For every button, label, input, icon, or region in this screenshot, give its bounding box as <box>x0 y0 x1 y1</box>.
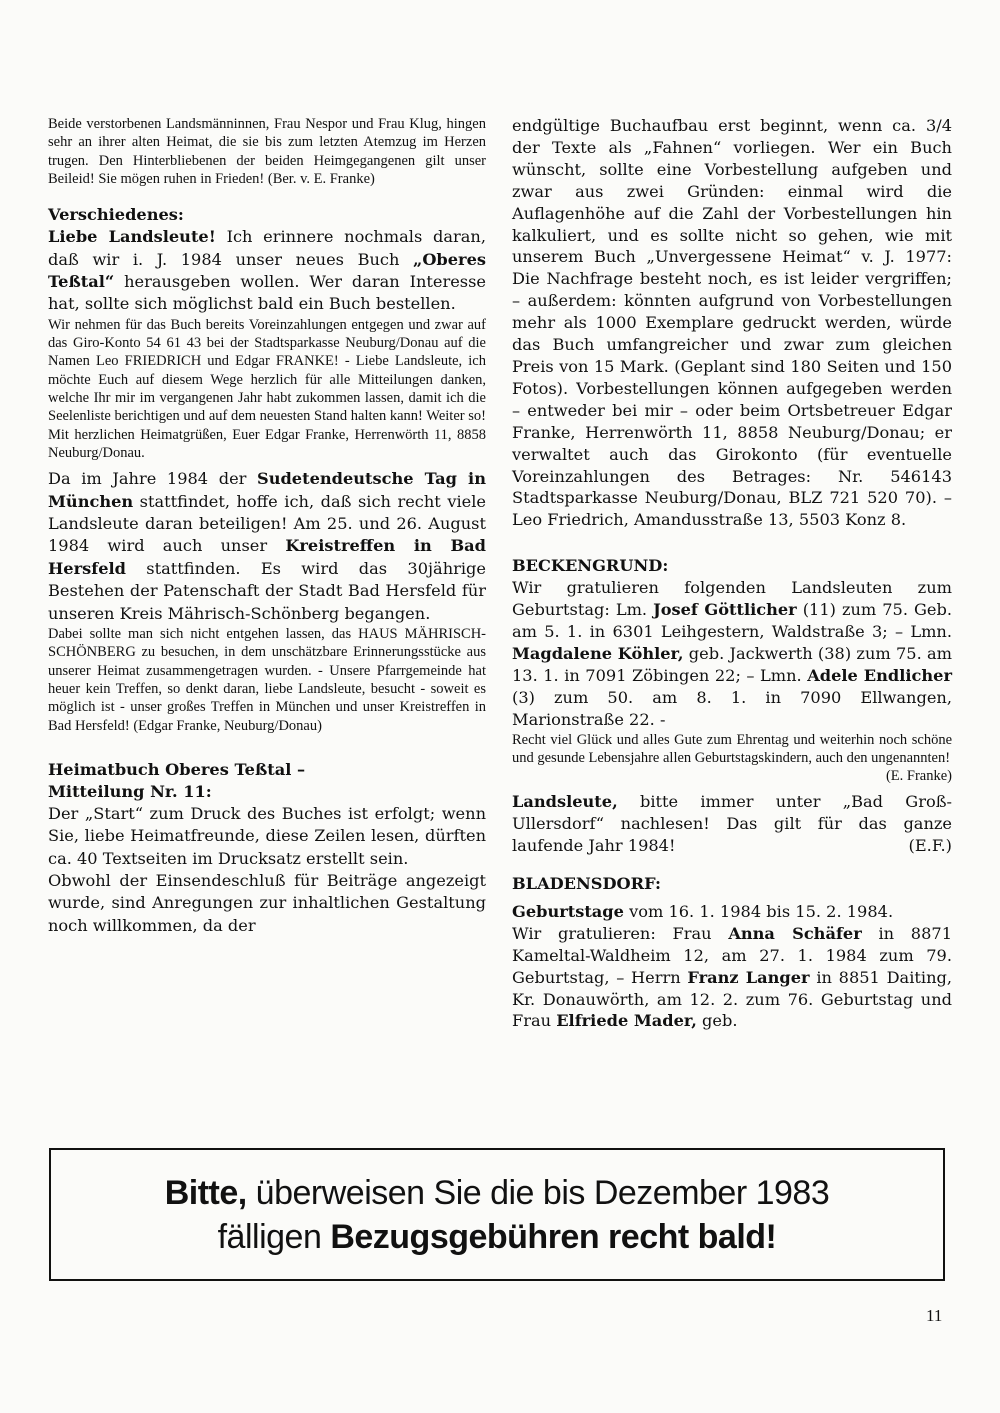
text-span: (11) zum 75. Geb. am 5. 1. in 6301 Leihgestern, Waldstraße 3; – Lmn. <box>512 600 952 642</box>
banner-bold: Bezugsgebühren recht bald! <box>330 1217 777 1256</box>
payment-paragraph: Wir nehmen für das Buch bereits Voreinzahlungen entgegen und zwar auf das Giro-Konto 54 61 43 bei der Stadtsparkasse Neuburg/Donau auf die Namen Leo FRIEDRICH und Edgar FRANKE! - Liebe Landsleute, ich möchte Euch auf diesem Wege herzlich für alle Mitteilungen danken, welche Ihr mir im vergangenen Jahr habt zukommen lassen, damit ich die Seelenliste berichtigen und auf dem neuesten Stand halten kann! Weiter so! Mit herzlichen Heimatgrüßen, Euer Edgar Franke, Herrenwörth 11, 8858 Neuburg/Donau. <box>48 316 486 461</box>
person-name: Franz Langer <box>687 967 810 987</box>
heading-bladensdorf: BLADENSDORF: <box>512 873 661 893</box>
text-span: Wir gratulieren: Frau <box>512 923 729 943</box>
left-column <box>48 115 486 937</box>
book-continuation: endgültige Buchaufbau erst beginnt, wenn ca. 3/4 der Texte als „Fahnen“ vorliegen. Wer ein Buch wünscht, sollte eine Vorbestellung aufgeben und zwar aus zwei Gründen: einmal wird die Auflagenhöhe auf die Zahl der Vorbestellungen hin kalkuliert, und es sollte nicht so gehen, wie mit unserem Buch „Unvergessene Heimat“ v. J. 1977: Die Nachfrage besteht noch, es ist leider vergriffen; – außerdem: könnten aufgrund von Vorbestellungen mehr als 1000 Exemplare gedruckt werden, würde das Buch umfangreicher und zwar zum gleichen Preis von 15 Mark. (Geplant sind 180 Seiten und 150 Fotos). Vorbestellungen können aufgegeben werden – entweder bei mir – oder beim Ortsbetreuer Edgar Franke, Herrenwörth 11, 8858 Neuburg/Donau; er verwaltet auch das Girokonto (für eventuelle Voreinzahlungen des Betrages: Nr. 546143 Stadtsparkasse Neuburg/Donau, BLZ 721 520 70). – Leo Friedrich, Amandusstraße 13, 5503 Konz 8. <box>512 116 952 530</box>
event-bold-2: Kreistreffen in Bad Hersfeld <box>48 536 486 578</box>
book-announcement <box>48 226 486 316</box>
heading-heimatbuch: Heimatbuch Oberes Teßtal – Mitteilung Nr. 11: <box>48 759 306 801</box>
person-name: Magdalene Köhler, <box>512 643 684 663</box>
banner-bold: Bitte, <box>164 1173 247 1212</box>
landsleute-note <box>512 791 952 857</box>
payment-reminder-banner <box>49 1148 945 1281</box>
greeting-bold: Liebe Landsleute! <box>48 227 216 247</box>
text-span: Ich erinnere nochmals daran, daß wir i. J. 1984 unser neues Buch <box>48 227 486 269</box>
wishes-paragraph: Recht viel Glück und alles Gute zum Ehrentag und weiterhin noch schöne und gesunde Lebensjahre allen Geburtstagskindern, auch den ungenannten! <box>512 731 952 766</box>
person-name: Anna Schäfer <box>728 923 862 943</box>
banner-text: fälligen <box>217 1217 331 1256</box>
text-span: stattfinden. Es wird das 30jährige Bestehen der Patenschaft der Stadt Bad Hersfeld für unseren Kreis Mährisch-Schönberg begangen. <box>48 558 486 623</box>
wishes-signature: (E. Franke) <box>885 767 952 784</box>
text-span: (3) zum 50. am 8. 1. in 7090 Ellwangen, Marionstraße 22. - <box>512 687 952 729</box>
text-span: Da im Jahre 1984 der <box>48 469 258 489</box>
banner-line-1 <box>165 1171 830 1215</box>
text-span: bitte immer unter „Bad Groß-Ullersdorf“ nachlesen! Das gilt für das ganze laufende Jahr 1984! <box>512 792 952 855</box>
person-name: Elfriede Mader, <box>556 1011 697 1031</box>
heading-verschiedenes: Verschiedenes: <box>48 205 184 225</box>
text-span: geb. <box>696 1011 738 1031</box>
person-name: Adele Endlicher <box>807 665 952 685</box>
text-span: stattfindet, hoffe ich, daß sich recht viele Landsleute daran beteiligen! Am 25. und 26. August 1984 wird auch unser <box>48 491 486 556</box>
text-span: in 8871 Kameltal-Waldheim 12, am 27. 1. 1984 zum 79. Geburtstag, – Herrn <box>512 923 952 987</box>
person-name: Josef Göttlicher <box>653 600 797 620</box>
bladensdorf-range <box>512 901 952 923</box>
museum-paragraph: Dabei sollte man sich nicht entgehen lassen, das HAUS MÄHRISCH-SCHÖNBERG zu besuchen, in dem unschätzbare Erinnerungsstücke aus unserer Heimat zusammengetragen wurden. - Unsere Pfarrgemeinde hat heuer kein Treffen, so denkt daran, liebe Landsleute, besucht - soweit es möglich ist - unser großes Treffen in München und unser Kreistreffen in Bad Hersfeld! (Edgar Franke, Neuburg/Donau) <box>48 626 486 734</box>
event-paragraph <box>48 468 486 625</box>
text-span: herausgeben wollen. Wer daran Interesse hat, sollte sich möglichst bald ein Buch bestellen. <box>48 272 486 314</box>
right-column <box>512 115 952 1032</box>
banner-line-2 <box>218 1215 777 1259</box>
bladensdorf-birthdays <box>512 923 952 1033</box>
text-span: Wir gratulieren folgenden Landsleuten zum Geburtstag: Lm. <box>512 578 952 620</box>
birthdays-bold: Geburtstage <box>512 901 624 921</box>
beckengrund-birthdays <box>512 577 952 730</box>
heading-beckengrund: BECKENGRUND: <box>512 556 669 576</box>
book-title-bold: „Oberes Teßtal“ <box>48 249 486 291</box>
banner-text: überweisen Sie die bis Dezember 1983 <box>246 1173 830 1212</box>
page-number: 11 <box>926 1306 943 1325</box>
obituary-paragraph: Beide verstorbenen Landsmänninnen, Frau Nespor und Frau Klug, hingen sehr an ihrer alten Heimat, die sie bis zum letzten Atemzug im Herzen trugen. Den Hinterbliebenen der beiden Heimgegangenen gilt unser Beileid! Sie mögen ruhen in Frieden! (Ber. v. E. Franke) <box>48 116 486 187</box>
deadline-paragraph: Obwohl der Einsendeschluß für Beiträge angezeigt wurde, sind Anregungen zur inhaltlichen Gestaltung noch willkommen, da der <box>48 871 486 935</box>
note-signature: (E.F.) <box>908 835 952 855</box>
text-span: geb. Jackwerth (38) zum 75. am 13. 1. in 7091 Zöbingen 22; – Lmn. <box>512 643 952 685</box>
text-span: vom 16. 1. 1984 bis 15. 2. 1984. <box>623 901 894 921</box>
note-bold: Landsleute, <box>512 792 618 812</box>
print-start-paragraph: Der „Start“ zum Druck des Buches ist erfolgt; wenn Sie, liebe Heimatfreunde, diese Zeilen lesen, dürften ca. 40 Textseiten im Drucksatz erstellt sein. <box>48 803 486 868</box>
text-span: in 8851 Daiting, Kr. Donauwörth, am 12. 2. zum 76. Geburtstag und Frau <box>512 967 952 1031</box>
event-bold-1: Sudetendeutsche Tag in München <box>48 469 486 511</box>
